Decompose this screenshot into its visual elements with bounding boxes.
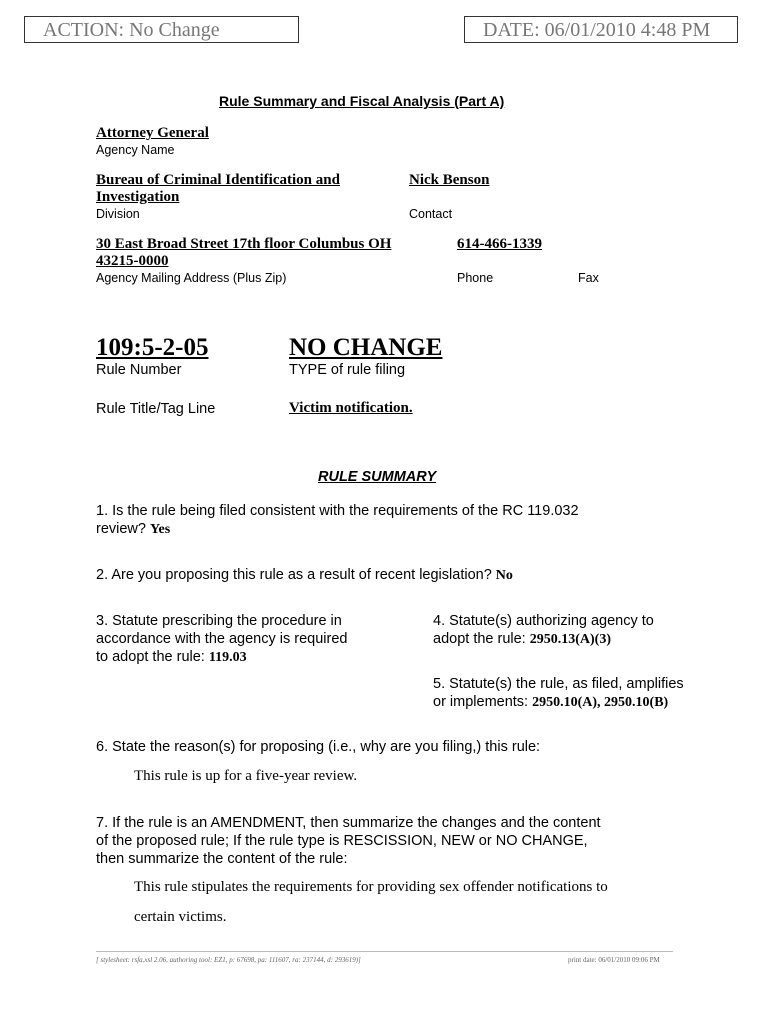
fax-label: Fax — [578, 271, 599, 285]
rule-summary-heading: RULE SUMMARY — [318, 469, 437, 485]
question-3-line1: 3. Statute prescribing the procedure in — [96, 613, 342, 629]
question-7-line3: then summarize the content of the rule: — [96, 851, 348, 867]
phone-value: 614-466-1339 — [457, 236, 542, 252]
filing-type-value: NO CHANGE — [289, 334, 443, 361]
agency-name-label: Agency Name — [96, 143, 175, 157]
question-1-line2 — [96, 520, 579, 539]
address-value-line1: 30 East Broad Street 17th floor Columbus OH — [96, 236, 392, 252]
footer-divider — [96, 951, 673, 952]
rule-title-value: Victim notification. — [289, 400, 413, 416]
question-7-line1: 7. If the rule is an AMENDMENT, then summarize the changes and the content — [96, 815, 601, 831]
rule-number-label: Rule Number — [96, 362, 182, 378]
question-5-line2 — [433, 693, 684, 712]
question-5 — [433, 675, 684, 712]
question-7 — [96, 814, 601, 868]
question-5-text: or implements: — [433, 694, 529, 710]
address-label: Agency Mailing Address (Plus Zip) — [96, 271, 287, 285]
division-value-line2: Investigation — [96, 189, 180, 205]
question-7-answer-line1: This rule stipulates the requirements for providing sex offender notifications to — [134, 879, 608, 895]
question-6-answer: This rule is up for a five-year review. — [134, 768, 358, 784]
question-1-answer: Yes — [150, 522, 171, 537]
filing-type-label: TYPE of rule filing — [289, 362, 406, 378]
question-5-line1: 5. Statute(s) the rule, as filed, amplifies — [433, 676, 684, 692]
question-3-line2: accordance with the agency is required — [96, 631, 348, 647]
question-2 — [96, 566, 513, 585]
division-label: Division — [96, 207, 140, 221]
contact-label: Contact — [409, 207, 453, 221]
division-value-line1: Bureau of Criminal Identification and — [96, 172, 340, 188]
question-1-line1: 1. Is the rule being filed consistent with the requirements of the RC 119.032 — [96, 503, 579, 519]
rule-title-label: Rule Title/Tag Line — [96, 401, 216, 417]
action-text: ACTION: No Change — [43, 19, 220, 41]
question-5-answer: 2950.10(A), 2950.10(B) — [532, 695, 669, 710]
question-7-line2: of the proposed rule; If the rule type is RESCISSION, NEW or NO CHANGE, — [96, 833, 588, 849]
question-4 — [433, 612, 654, 649]
footer-stylesheet-info: [ stylesheet: rsfa.xsl 2.06, authoring tool: EZ1, p: 67698, pa: 111607, ra: 237144, d: 293619)] — [96, 956, 361, 964]
question-6: 6. State the reason(s) for proposing (i.e., why are you filing,) this rule: — [96, 739, 541, 755]
question-1 — [96, 502, 579, 539]
question-3-answer: 119.03 — [208, 650, 247, 665]
phone-label: Phone — [457, 271, 494, 285]
question-2-answer: No — [495, 568, 513, 583]
date-box — [464, 16, 738, 43]
question-4-line2 — [433, 630, 654, 649]
question-2-text: 2. Are you proposing this rule as a result of recent legislation? — [96, 567, 492, 583]
contact-value: Nick Benson — [409, 172, 490, 188]
address-value-line2: 43215-0000 — [96, 253, 169, 269]
question-3 — [96, 612, 347, 667]
action-box — [24, 16, 299, 43]
question-7-answer-line2: certain victims. — [134, 909, 227, 925]
agency-name-value: Attorney General — [96, 125, 209, 141]
footer-print-date: print date: 06/01/2010 09:06 PM — [568, 956, 660, 964]
document-title: Rule Summary and Fiscal Analysis (Part A) — [219, 93, 505, 109]
date-text: DATE: 06/01/2010 4:48 PM — [483, 19, 711, 41]
rule-number-value: 109:5-2-05 — [96, 334, 209, 361]
question-3-line3 — [96, 648, 347, 667]
question-4-answer: 2950.13(A)(3) — [529, 632, 612, 647]
question-4-text: adopt the rule: — [433, 631, 526, 647]
question-1-text: review? — [96, 521, 146, 537]
question-4-line1: 4. Statute(s) authorizing agency to — [433, 613, 654, 629]
question-3-text: to adopt the rule: — [96, 649, 205, 665]
